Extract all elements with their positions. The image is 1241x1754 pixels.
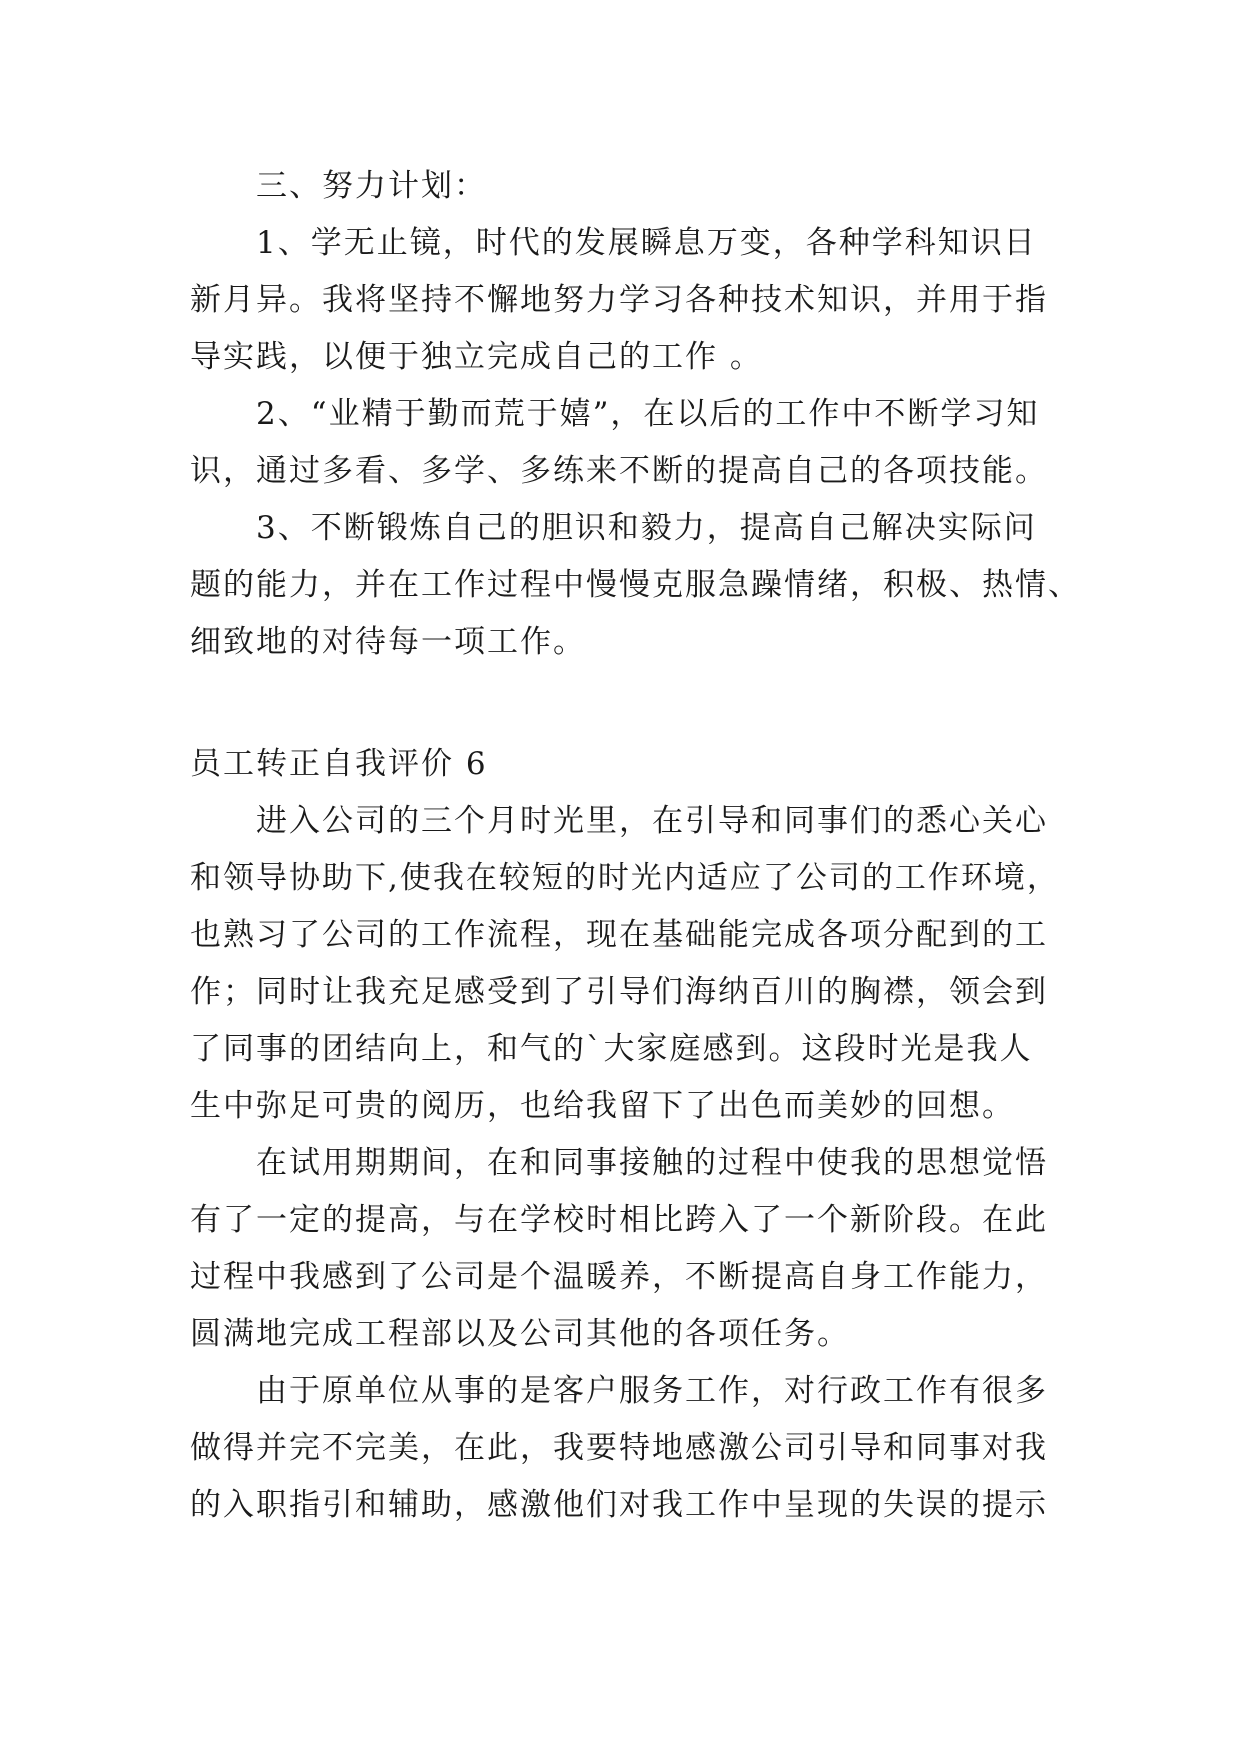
paragraph-2 bbox=[190, 1135, 1060, 1363]
text-line: 做得并完不完美，在此，我要特地感激公司引导和同事对我 bbox=[190, 1430, 1048, 1466]
text-line: 生中弥足可贵的阅历，也给我留下了出色而美妙的回想。 bbox=[190, 1088, 1015, 1124]
text-line: 进入公司的三个月时光里，在引导和同事们的悉心关心 bbox=[256, 803, 1048, 839]
text-line: 作；同时让我充足感受到了引导们海纳百川的胸襟，领会到 bbox=[190, 974, 1048, 1010]
document-body bbox=[190, 158, 1081, 1534]
text-line: 识，通过多看、多学、多练来不断的提高自己的各项技能。 bbox=[190, 453, 1048, 489]
text-line: 也熟习了公司的工作流程，现在基础能完成各项分配到的工 bbox=[190, 917, 1048, 953]
section-heading-evaluation-6: 员工转正自我评价 6 bbox=[190, 746, 488, 782]
text-line: 和领导协助下,使我在较短的时光内适应了公司的工作环境， bbox=[190, 860, 1060, 896]
text-line: 3、不断锻炼自己的胆识和毅力，提高自己解决实际问 bbox=[256, 510, 1037, 546]
text-line: 的入职指引和辅助，感激他们对我工作中呈现的失误的提示 bbox=[190, 1487, 1048, 1523]
text-line: 圆满地完成工程部以及公司其他的各项任务。 bbox=[190, 1316, 850, 1352]
paragraph-3 bbox=[190, 1363, 1060, 1534]
text-line: 新月异。我将坚持不懈地努力学习各种技术知识，并用于指 bbox=[190, 282, 1048, 318]
text-line: 了同事的团结向上，和气的`大家庭感到。这段时光是我人 bbox=[190, 1031, 1033, 1067]
text-line: 过程中我感到了公司是个温暖养，不断提高自身工作能力， bbox=[190, 1259, 1048, 1295]
text-line: 有了一定的提高，与在学校时相比跨入了一个新阶段。在此 bbox=[190, 1202, 1048, 1238]
plan-item-2 bbox=[190, 386, 1060, 500]
plan-item-1 bbox=[190, 215, 1060, 386]
text-line: 细致地的对待每一项工作。 bbox=[190, 624, 586, 660]
paragraph-1 bbox=[190, 793, 1060, 1135]
section-title-plan: 三、努力计划： bbox=[256, 168, 487, 204]
text-line: 由于原单位从事的是客户服务工作，对行政工作有很多 bbox=[256, 1373, 1048, 1409]
text-line: 题的能力，并在工作过程中慢慢克服急躁情绪，积极、热情、 bbox=[190, 567, 1081, 603]
text-line: 2、“业精于勤而荒于嬉”，在以后的工作中不断学习知 bbox=[256, 396, 1040, 432]
plan-item-3 bbox=[190, 500, 1081, 671]
text-line: 1、学无止镜，时代的发展瞬息万变，各种学科知识日 bbox=[256, 225, 1037, 261]
text-line: 导实践，以便于独立完成自己的工作 。 bbox=[190, 339, 763, 375]
text-line: 在试用期期间，在和同事接触的过程中使我的思想觉悟 bbox=[256, 1145, 1048, 1181]
